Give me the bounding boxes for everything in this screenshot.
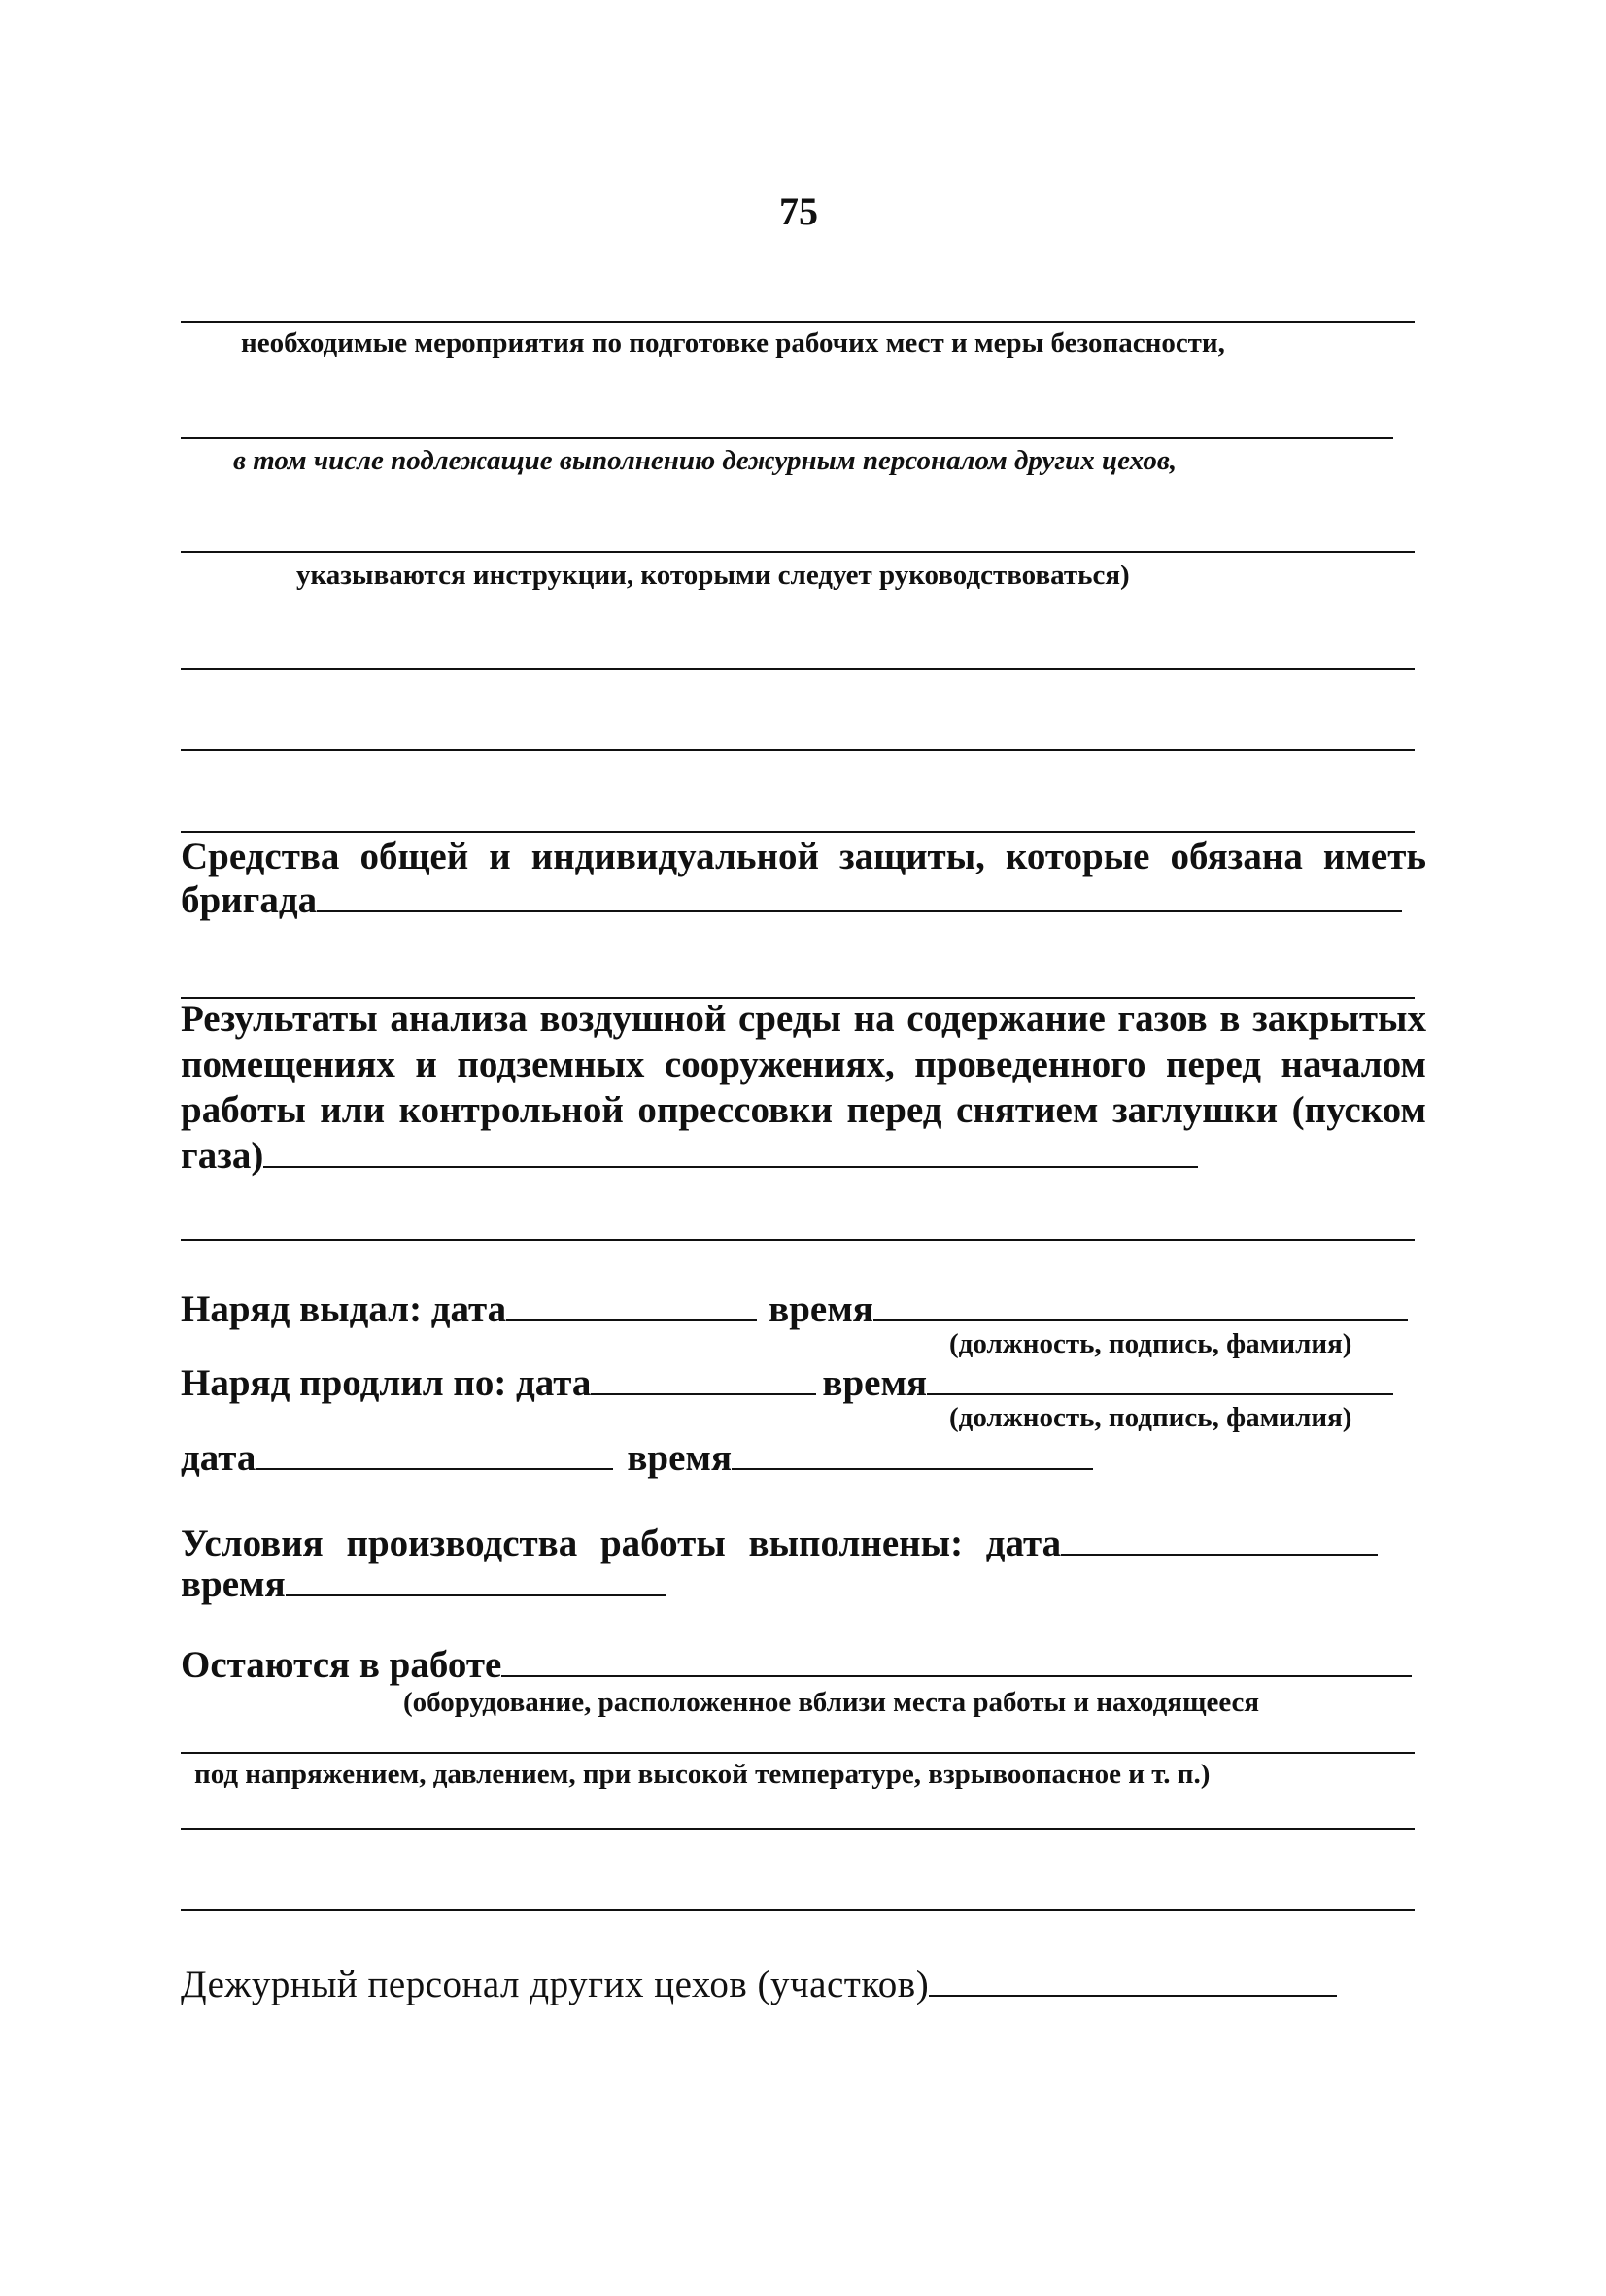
extended-row [181,1364,1393,1402]
remaining-row [181,1646,1412,1684]
remaining-caption-2: под напряжением, давлением, при высокой температуре, взрывоопасное и т. п.) [194,1759,1211,1790]
extended-label: Наряд продлил по: дата [181,1362,592,1404]
duty-label: Дежурный персонал других цехов (участков) [181,1964,930,2005]
caption-instructions: указываются инструкции, которыми следует руководствоваться) [296,560,1130,591]
extended-date-field[interactable] [591,1364,816,1395]
extended-time-field[interactable] [927,1364,1393,1395]
blank-line[interactable] [181,1752,1415,1754]
extra-date-label: дата [181,1437,256,1479]
issued-time-label: время [769,1288,873,1330]
duty-row [181,1966,1337,2004]
conditions-time-label: время [181,1563,286,1605]
issued-time-field[interactable] [873,1290,1408,1321]
blank-line[interactable] [181,749,1415,751]
blank-line[interactable] [181,668,1415,670]
extra-date-row [181,1439,1093,1477]
blank-line[interactable] [181,1828,1415,1830]
air-analysis-field[interactable] [263,1137,1198,1168]
protection-row [181,881,1402,919]
conditions-row [181,1525,1426,1562]
blank-line[interactable] [181,551,1415,553]
blank-line[interactable] [181,321,1415,323]
extended-time-label: время [822,1362,928,1404]
air-analysis-text: Результаты анализа воздушной среды на содержание газов в закрытых помещениях и подземных сооружениях, проведенного перед началом работы или контрольной опрессовки перед снятием заглушки (пуском газа) [181,998,1426,1177]
protection-field[interactable] [317,881,1402,912]
issued-date-field[interactable] [506,1290,757,1321]
extended-caption: (должность, подпись, фамилия) [949,1402,1352,1433]
air-analysis-paragraph [181,996,1426,1179]
conditions-time-field[interactable] [286,1565,666,1596]
protection-text: Средства общей и индивидуальной защиты, которые обязана иметь [181,836,1426,877]
duty-field[interactable] [929,1966,1337,1997]
page-number: 75 [779,189,818,233]
extra-time-label: время [627,1437,733,1479]
issued-row [181,1290,1408,1328]
caption-measures: необходимые мероприятия по подготовке рабочих мест и меры безопасности, [241,327,1225,359]
blank-line[interactable] [181,831,1415,833]
blank-line[interactable] [181,1909,1415,1911]
remaining-caption-1: (оборудование, расположенное вблизи места работы и находящееся [403,1687,1260,1718]
blank-line[interactable] [181,437,1393,439]
extra-time-field[interactable] [732,1439,1093,1470]
protection-label: бригада [181,879,318,921]
remaining-field[interactable] [501,1646,1412,1677]
remaining-label: Остаются в работе [181,1644,502,1686]
issued-label: Наряд выдал: дата [181,1288,507,1330]
conditions-date-field[interactable] [1061,1525,1378,1556]
issued-caption: (должность, подпись, фамилия) [949,1328,1352,1359]
conditions-time-row [181,1565,666,1603]
extra-date-field[interactable] [256,1439,613,1470]
blank-line[interactable] [181,1239,1415,1241]
caption-duty-staff: в том числе подлежащие выполнению дежурным персоналом других цехов, [233,445,1178,476]
conditions-label: Условия производства работы выполнены: дата [181,1523,1062,1564]
